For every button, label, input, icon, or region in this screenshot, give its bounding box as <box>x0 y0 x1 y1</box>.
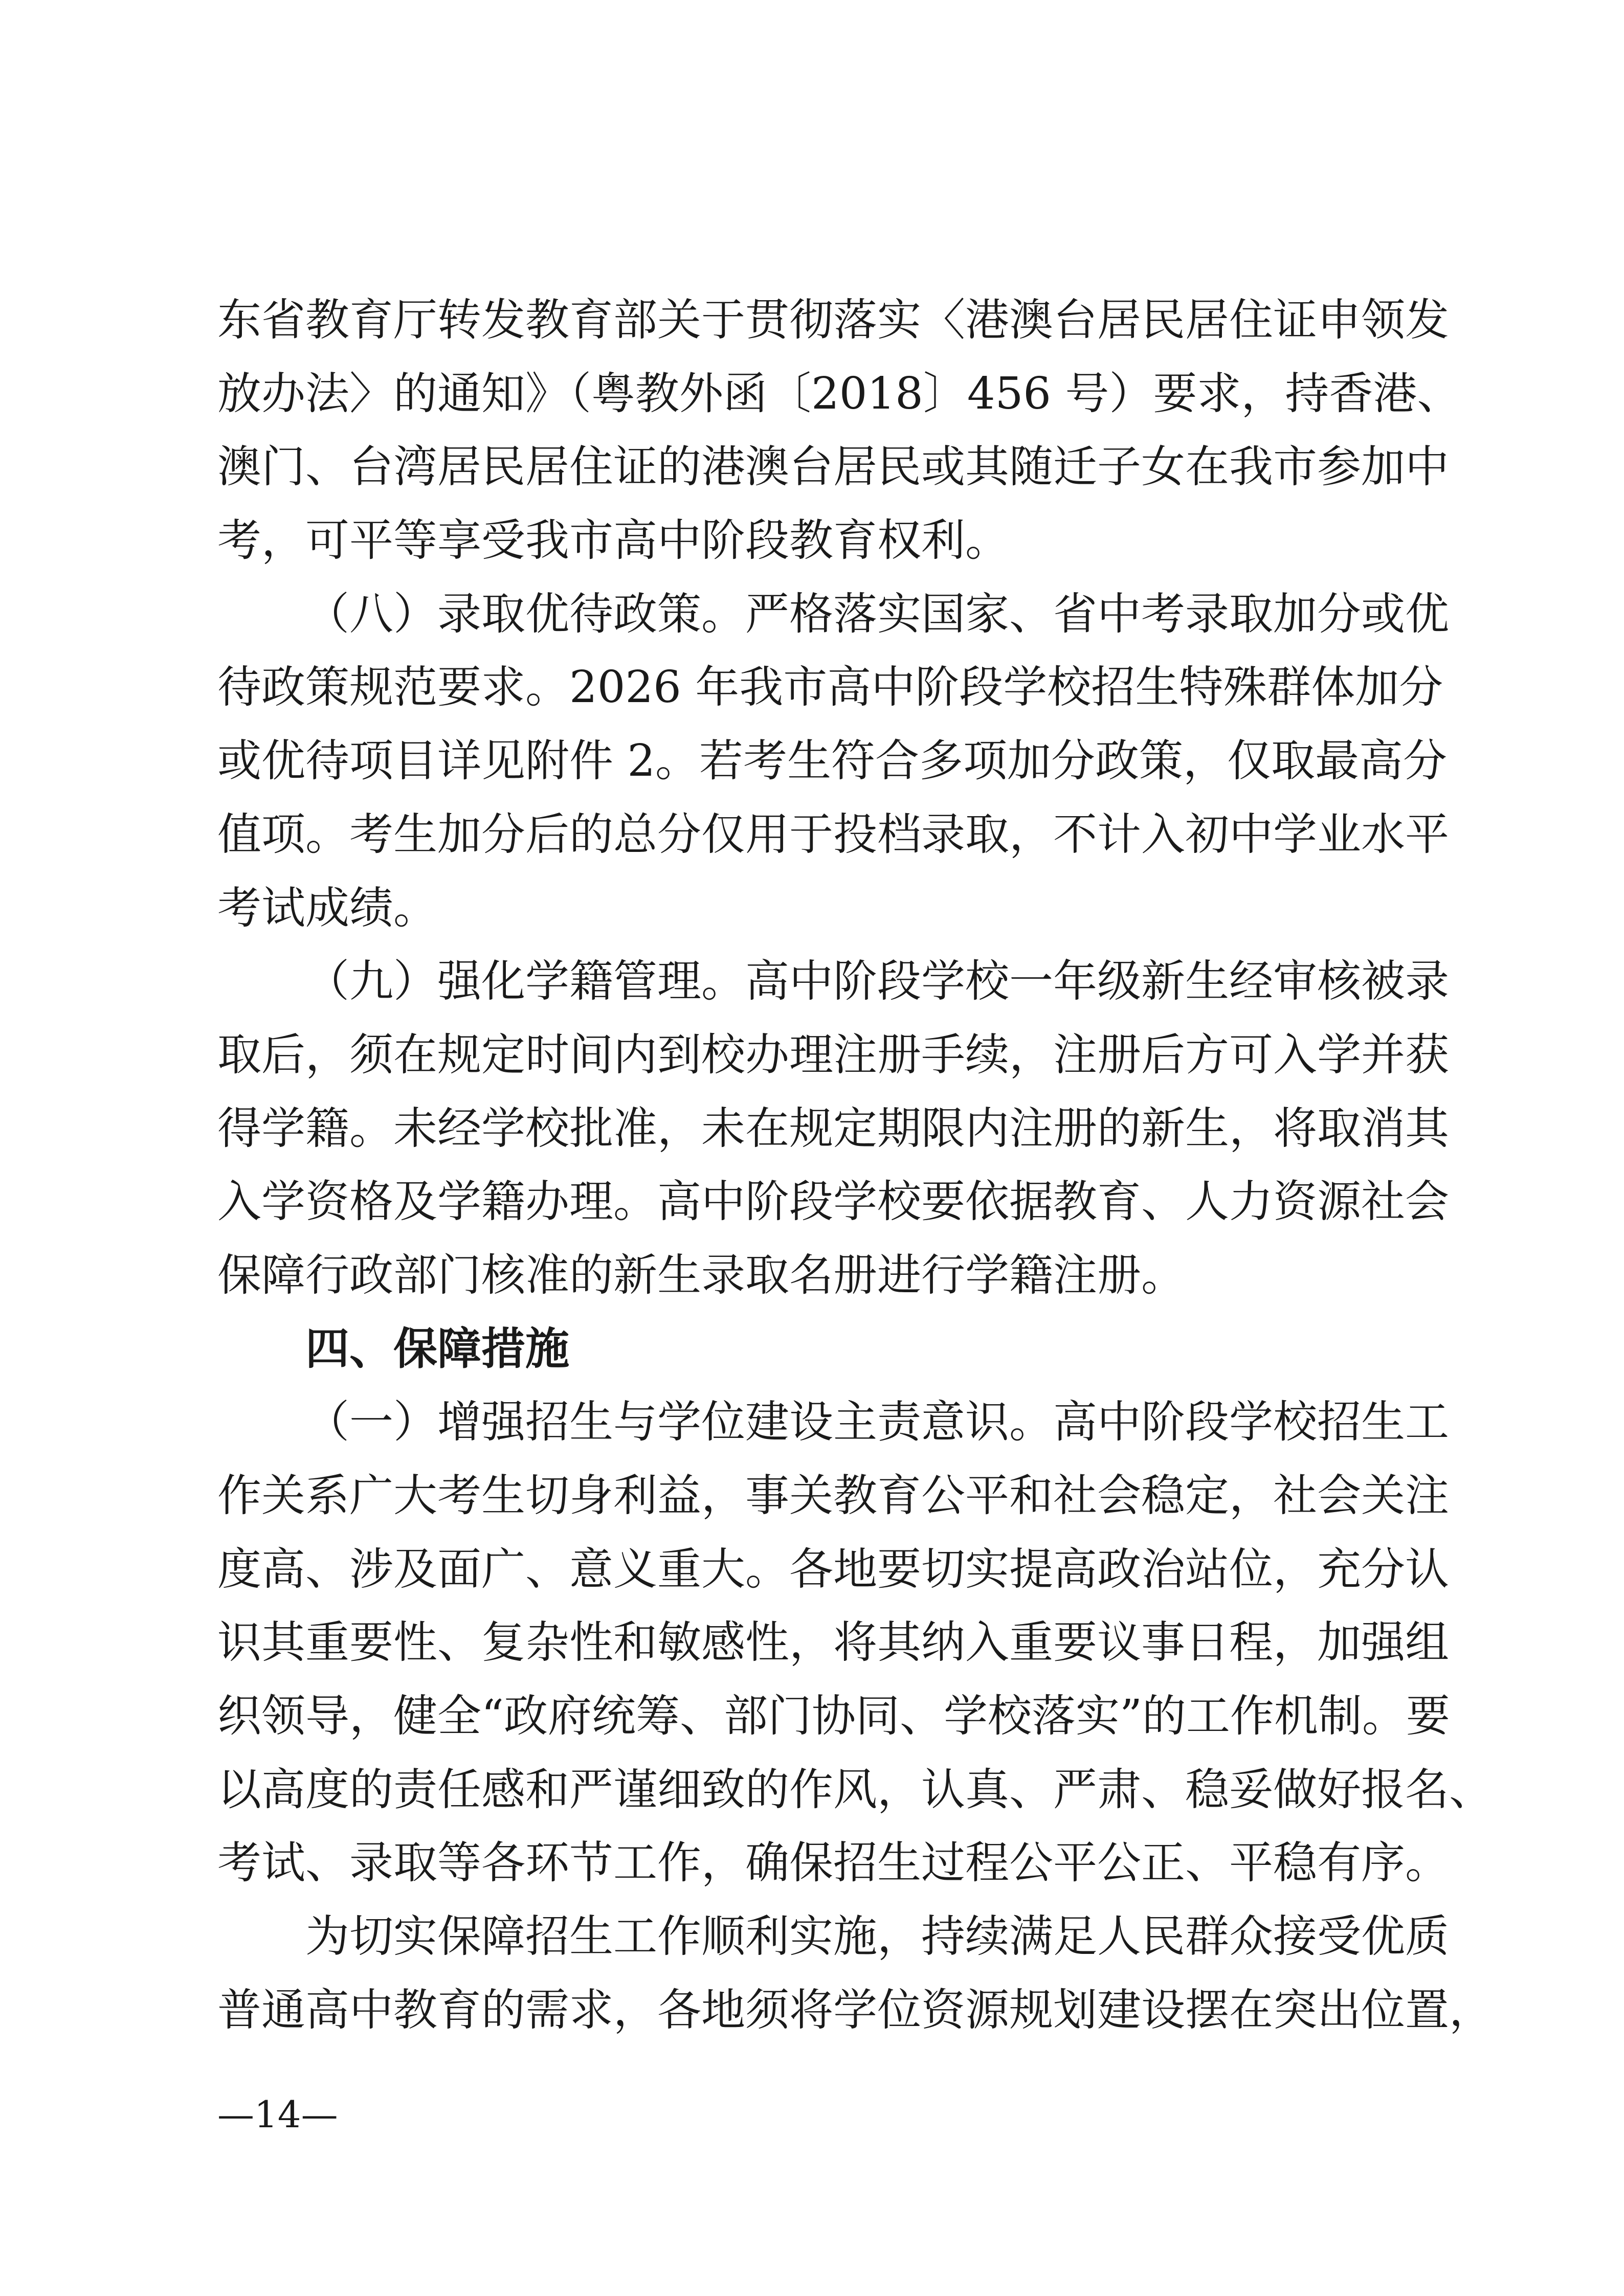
subsection-1-heading-line: （一）增强招生与学位建设主责意识。高中阶段学校招生工 <box>305 1397 1449 1448</box>
text-line: 考试、录取等各环节工作，确保招生过程公平公正、平稳有序。 <box>217 1837 1449 1889</box>
text-line: 澳门、台湾居民居住证的港澳台居民或其随迁子女在我市参加中 <box>217 441 1449 493</box>
text-line: 识其重要性、复杂性和敏感性，将其纳入重要议事日程，加强组 <box>217 1617 1449 1669</box>
text-line: 值项。考生加分后的总分仅用于投档录取，不计入初中学业水平 <box>217 808 1449 860</box>
text-line: 织领导，健全“政府统筹、部门协同、学校落实”的工作机制。要 <box>217 1691 1450 1742</box>
text-line: 取后，须在规定时间内到校办理注册手续，注册后方可入学并获 <box>217 1029 1449 1081</box>
text-line: 考，可平等享受我市高中阶段教育权利。 <box>217 515 1009 567</box>
text-line: 保障行政部门核准的新生录取名册进行学籍注册。 <box>217 1249 1185 1301</box>
text-line: 普通高中教育的需求，各地须将学位资源规划建设摆在突出位置， <box>217 1984 1493 2036</box>
text-line: 为切实保障招生工作顺利实施，持续满足人民群众接受优质 <box>305 1911 1449 1963</box>
text-line: 放办法〉的通知》（粤教外函〔2018〕456 号）要求，持香港、 <box>217 368 1461 419</box>
section-9-heading-line: （九）强化学籍管理。高中阶段学校一年级新生经审核被录 <box>305 956 1449 1007</box>
section-heading-safeguards: 四、保障措施 <box>305 1323 569 1375</box>
body-text <box>217 284 1493 2047</box>
text-line: 度高、涉及面广、意义重大。各地要切实提高政治站位，充分认 <box>217 1543 1449 1595</box>
section-8-heading-line: （八）录取优待政策。严格落实国家、省中考录取加分或优 <box>305 588 1449 640</box>
text-line: 作关系广大考生切身利益，事关教育公平和社会稳定，社会关注 <box>217 1470 1449 1521</box>
text-line: 入学资格及学籍办理。高中阶段学校要依据教育、人力资源社会 <box>217 1176 1449 1228</box>
text-line: 待政策规范要求。2026 年我市高中阶段学校招生特殊群体加分 <box>217 662 1443 713</box>
page-number: —14— <box>217 2093 338 2136</box>
text-line: 以高度的责任感和严谨细致的作风，认真、严肃、稳妥做好报名、 <box>217 1764 1493 1815</box>
text-line: 考试成绩。 <box>217 882 437 934</box>
text-line: 或优待项目详见附件 2。若考生符合多项加分政策，仅取最高分 <box>217 735 1448 787</box>
text-line: 得学籍。未经学校批准，未在规定期限内注册的新生，将取消其 <box>217 1102 1449 1154</box>
text-line: 东省教育厅转发教育部关于贯彻落实〈港澳台居民居住证申领发 <box>217 295 1449 346</box>
